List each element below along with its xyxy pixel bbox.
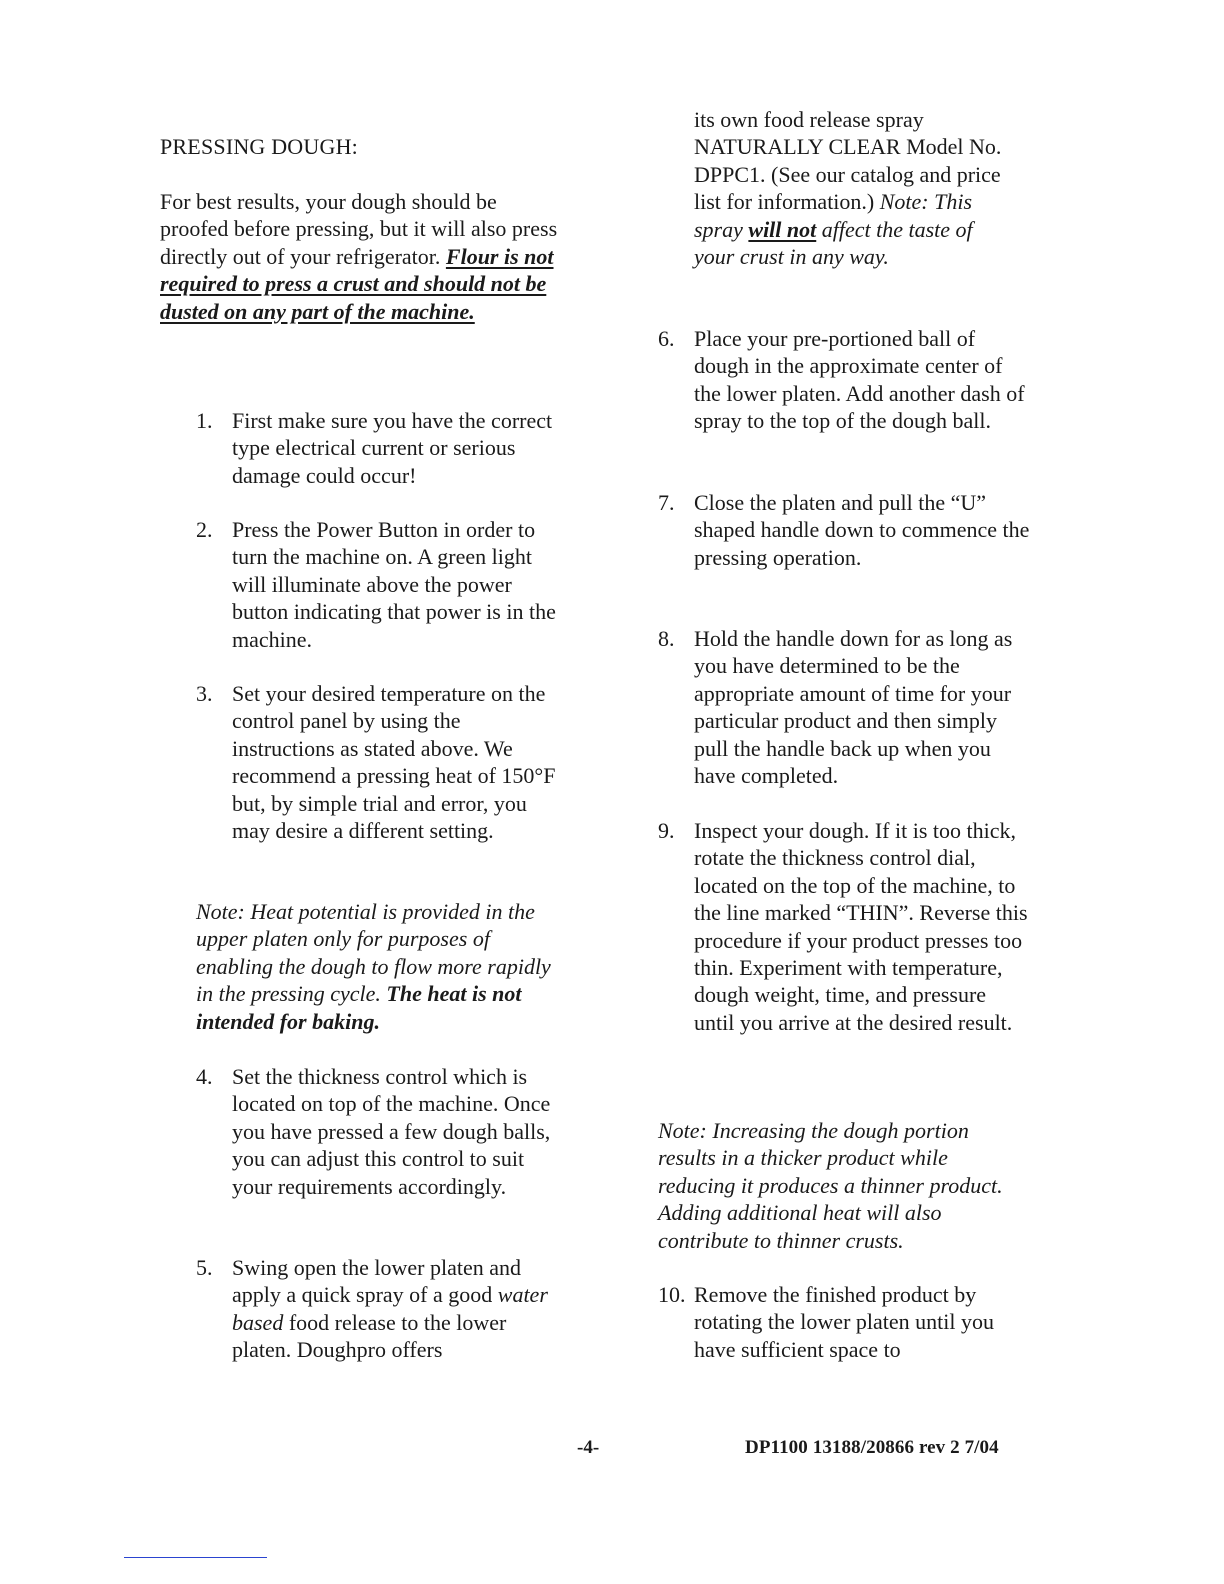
step-5-text-b: food release to the lower platen. Doughpro offers bbox=[232, 1309, 507, 1363]
step-text: Place your pre-portioned ball of dough in the approximate center of the lower platen. Add another dash of spray to the top of the dough ball. bbox=[694, 326, 1025, 434]
portion-note: Note: Increasing the dough portion results in a thicker product while reducing it produces a thinner product. Adding additional heat will also contribute to thinner crusts. bbox=[658, 1118, 1003, 1253]
intro-text: For best results, your dough should be proofed before pressing, but it will also press directly out of your refrigerator. bbox=[160, 189, 558, 269]
heat-note bbox=[196, 898, 560, 1035]
step-text: Inspect your dough. If it is too thick, rotate the thickness control dial, located on the top of the machine, to the line marked “THIN”. Reverse this procedure if your product presses too thin. Experiment with temperature, dough weight, time, and pressure until you arrive at the desired result. bbox=[694, 818, 1028, 1035]
document-code: DP1100 13188/20866 rev 2 7/04 bbox=[745, 1437, 999, 1458]
step-3 bbox=[196, 680, 560, 844]
step-number: 5. bbox=[196, 1255, 213, 1280]
step-1 bbox=[196, 407, 560, 489]
step-number: 1. bbox=[196, 408, 213, 433]
step-number: 4. bbox=[196, 1064, 213, 1089]
step-4 bbox=[196, 1063, 560, 1200]
section-heading: PRESSING DOUGH: bbox=[160, 134, 358, 159]
step-5-text-a: Swing open the lower platen and apply a quick spray of a good bbox=[232, 1255, 521, 1308]
water-based-emphasis: water based bbox=[232, 1282, 548, 1335]
heat-note-emphasis: The heat is not intended for baking. bbox=[196, 981, 522, 1034]
step-number: 2. bbox=[196, 517, 213, 542]
step-7 bbox=[658, 489, 1030, 571]
step-text: Press the Power Button in order to turn the machine on. A green light will illuminate above the power button indicating that power is in the machine. bbox=[232, 517, 556, 652]
step-6 bbox=[658, 325, 1030, 435]
step-2 bbox=[196, 516, 560, 653]
step-10 bbox=[658, 1281, 1030, 1363]
intro-paragraph bbox=[160, 188, 560, 325]
footer-rule bbox=[124, 1557, 267, 1558]
step-text: First make sure you have the correct type electrical current or serious damage could occur! bbox=[232, 408, 553, 488]
step-number: 8. bbox=[658, 626, 675, 651]
step-text: Hold the handle down for as long as you have determined to be the appropriate amount of time for your particular product and then simply pull the handle back up when you have completed. bbox=[694, 626, 1013, 789]
spray-note-b: affect the taste of your crust in any way. bbox=[694, 216, 973, 270]
step-5 bbox=[196, 1254, 560, 1364]
spray-note-emphasis: will not bbox=[748, 216, 817, 242]
step-number: 10. bbox=[658, 1282, 686, 1307]
step-9 bbox=[658, 817, 1030, 1036]
step-8 bbox=[658, 625, 1030, 789]
spray-note-a: Note: This spray bbox=[694, 189, 973, 242]
step-number: 7. bbox=[658, 490, 675, 515]
step-text: Close the platen and pull the “U” shaped handle down to commence the pressing operation. bbox=[694, 490, 1030, 570]
flour-warning: Flour is not required to press a crust and should not be dusted on any part of the machine. bbox=[160, 243, 554, 324]
step-number: 3. bbox=[196, 681, 213, 706]
spray-paragraph bbox=[694, 106, 1014, 270]
heat-note-text: Note: Heat potential is provided in the upper platen only for purposes of enabling the dough to flow more rapidly in the pressing cycle. bbox=[196, 899, 551, 1007]
step-text bbox=[232, 1254, 560, 1364]
step-number: 9. bbox=[658, 818, 675, 843]
spray-text: its own food release spray NATURALLY CLEAR Model No. DPPC1. (See our catalog and price list for information.) bbox=[694, 107, 1002, 215]
step-text: Set the thickness control which is located on top of the machine. Once you have pressed a few dough balls, you can adjust this control to suit your requirements accordingly. bbox=[232, 1064, 551, 1199]
step-text: Set your desired temperature on the control panel by using the instructions as stated above. We recommend a pressing heat of 150°F but, by simple trial and error, you may desire a different setting. bbox=[232, 681, 556, 844]
step-text: Remove the finished product by rotating the lower platen until you have sufficient space to bbox=[694, 1282, 994, 1362]
page-number: -4- bbox=[577, 1437, 600, 1458]
step-number: 6. bbox=[658, 326, 675, 351]
